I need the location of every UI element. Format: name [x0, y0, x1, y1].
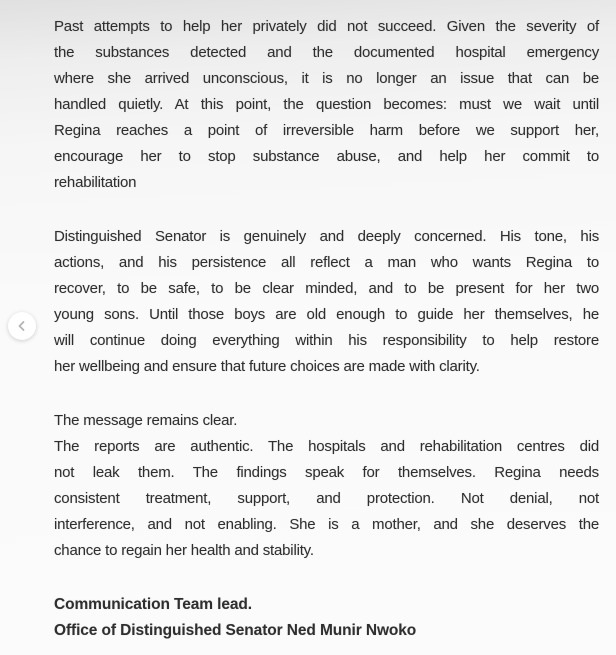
text-line: consistent treatment, support, and protection. Not denial, not: [54, 490, 599, 507]
text-line: The message remains clear.: [54, 412, 238, 429]
text-line: The reports are authentic. The hospitals and rehabilitation centres did: [54, 438, 599, 455]
text-line: Past attempts to help her privately did not succeed. Given the severity of: [54, 18, 599, 35]
text-line: Distinguished Senator is genuinely and deeply concerned. His tone, his: [54, 228, 599, 245]
text-line: will continue doing everything within his responsibility to help restore: [54, 332, 599, 349]
paragraph-senator-concern: [54, 224, 599, 380]
text-line: the substances detected and the documented hospital emergency: [54, 44, 599, 61]
text-line: Office of Distinguished Senator Ned Munir Nwoko: [54, 622, 417, 639]
text-line: recover, to be safe, to be clear minded, and to be present for her two: [54, 280, 599, 297]
paragraph-message-lead: [54, 408, 599, 434]
text-line: handled quietly. At this point, the question becomes: must we wait until: [54, 96, 599, 113]
paragraph-message-body: [54, 434, 599, 564]
chevron-left-icon: [16, 320, 28, 332]
text-line: where she arrived unconscious, it is no longer an issue that can be: [54, 70, 599, 87]
text-line: young sons. Until those boys are old enough to guide her themselves, he: [54, 306, 599, 323]
text-line: not leak them. The findings speak for themselves. Regina needs: [54, 464, 599, 481]
text-line: her wellbeing and ensure that future choices are made with clarity.: [54, 358, 480, 375]
text-line: interference, and not enabling. She is a mother, and she deserves the: [54, 516, 599, 533]
paragraph-past-attempts: [54, 14, 599, 196]
text-line: Communication Team lead.: [54, 596, 252, 613]
text-line: actions, and his persistence all reflect a man who wants Regina to: [54, 254, 599, 271]
text-line: rehabilitation: [54, 174, 137, 191]
statement-document: [54, 14, 599, 644]
carousel-prev-button[interactable]: [8, 312, 36, 340]
text-line: encourage her to stop substance abuse, and help her commit to: [54, 148, 599, 165]
text-line: Regina reaches a point of irreversible harm before we support her,: [54, 122, 599, 139]
signature-block: [54, 592, 599, 644]
text-line: chance to regain her health and stability.: [54, 542, 314, 559]
